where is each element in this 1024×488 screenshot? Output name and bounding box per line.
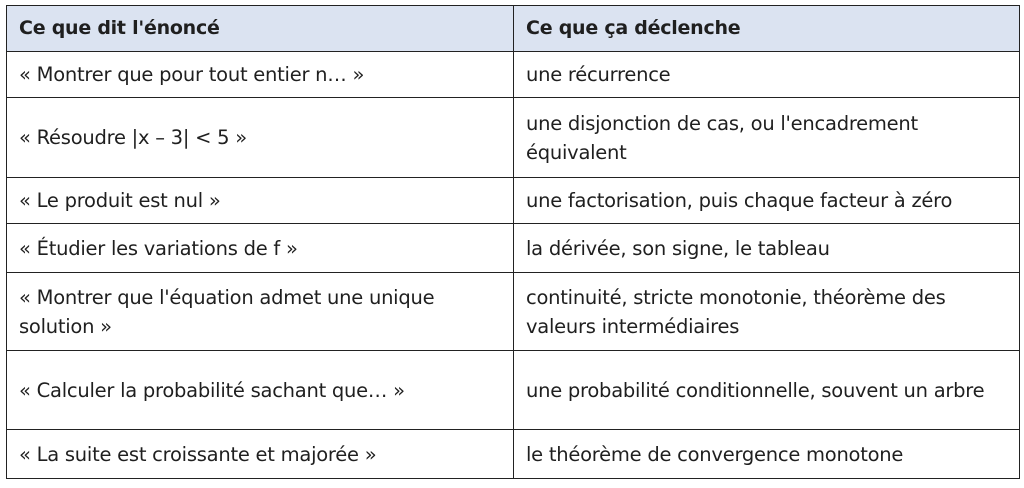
trigger-cell: le théorème de convergence monotone [514,430,1020,479]
table-row [7,351,1020,430]
triggers-table [6,5,1020,479]
statement-cell: « Montrer que pour tout entier n… » [7,52,514,98]
trigger-cell: une disjonction de cas, ou l'encadrement équivalent [514,98,1020,178]
table-row [7,430,1020,479]
header-trigger: Ce que ça déclenche [514,6,1020,52]
trigger-cell: une factorisation, puis chaque facteur à zéro [514,178,1020,224]
statement-cell: « Résoudre |x – 3| < 5 » [7,98,514,178]
statement-cell: « Montrer que l'équation admet une unique solution » [7,273,514,351]
header-row [7,6,1020,52]
table-row [7,224,1020,273]
table-row [7,98,1020,178]
table-row [7,273,1020,351]
trigger-cell: la dérivée, son signe, le tableau [514,224,1020,273]
header-statement: Ce que dit l'énoncé [7,6,514,52]
trigger-cell: une probabilité conditionnelle, souvent un arbre [514,351,1020,430]
statement-cell: « Calculer la probabilité sachant que… » [7,351,514,430]
trigger-cell: continuité, stricte monotonie, théorème des valeurs intermédiaires [514,273,1020,351]
statement-cell: « La suite est croissante et majorée » [7,430,514,479]
table-row [7,52,1020,98]
table-row [7,178,1020,224]
statement-cell: « Le produit est nul » [7,178,514,224]
statement-cell: « Étudier les variations de f » [7,224,514,273]
trigger-cell: une récurrence [514,52,1020,98]
